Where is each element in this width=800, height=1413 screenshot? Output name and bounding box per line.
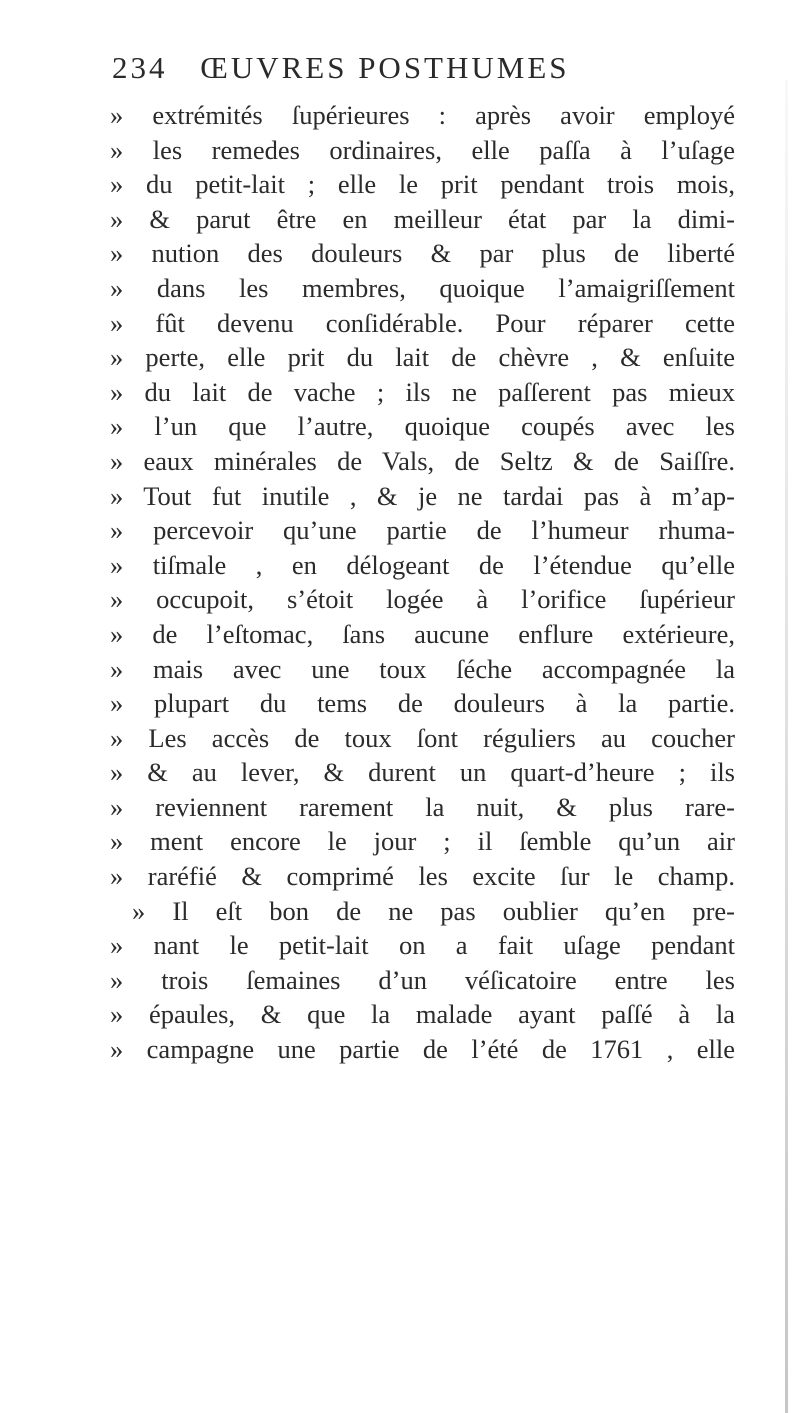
text-line: » Les accès de toux ſont réguliers au coucher [110, 722, 735, 753]
page-edge-shadow [785, 80, 788, 1413]
text-line: » l’un que l’autre, quoique coupés avec les [110, 411, 735, 442]
text-line: » dans les membres, quoique l’amaigriſſement [110, 272, 735, 303]
text-line: » & parut être en meilleur état par la dimi- [110, 203, 735, 234]
text-line: » épaules, & que la malade ayant paſſé à la [110, 999, 735, 1030]
running-title: ŒUVRES POSTHUMES [200, 50, 570, 85]
text-line: » occupoit, s’étoit logée à l’orifice ſupérieur [110, 584, 735, 615]
text-line: » fût devenu conſidérable. Pour réparer cette [110, 307, 735, 338]
text-line: » perte, elle prit du lait de chèvre , & enſuite [110, 342, 735, 373]
text-line: » campagne une partie de l’été de 1761 , elle [110, 1034, 735, 1065]
text-line: » les remedes ordinaires, elle paſſa à l’uſage [110, 134, 735, 165]
text-line: » Il eſt bon de ne pas oublier qu’en pre- [132, 895, 735, 926]
text-line: » reviennent rarement la nuit, & plus rare- [110, 791, 735, 822]
text-line: » tiſmale , en délogeant de l’étendue qu’elle [110, 549, 735, 580]
text-line: » & au lever, & durent un quart-d’heure ; ils [110, 757, 735, 788]
text-line: » nant le petit-lait on a fait uſage pendant [110, 930, 735, 961]
text-line: » du lait de vache ; ils ne paſſerent pas mieux [110, 376, 735, 407]
page-number: 234 [112, 50, 168, 85]
text-line: » de l’eſtomac, ſans aucune enflure extérieure, [110, 618, 735, 649]
text-line: » raréfié & comprimé les excite ſur le champ. [110, 861, 735, 892]
text-line: » du petit-lait ; elle le prit pendant trois mois, [110, 169, 735, 200]
text-line: » extrémités ſupérieures : après avoir employé [110, 100, 735, 130]
text-line: » Tout fut inutile , & je ne tardai pas à m’ap- [110, 480, 735, 511]
text-line: » ment encore le jour ; il ſemble qu’un air [110, 826, 735, 857]
page-header [112, 50, 732, 90]
text-line: » percevoir qu’une partie de l’humeur rhuma- [110, 515, 735, 546]
body-text [110, 98, 735, 1067]
text-line: » plupart du tems de douleurs à la partie. [110, 688, 735, 719]
text-line: » eaux minérales de Vals, de Seltz & de Saiſſre. [110, 445, 735, 476]
text-line: » mais avec une toux ſéche accompagnée la [110, 653, 735, 684]
text-line: » nution des douleurs & par plus de liberté [110, 238, 735, 269]
text-line: » trois ſemaines d’un véſicatoire entre les [110, 964, 735, 995]
